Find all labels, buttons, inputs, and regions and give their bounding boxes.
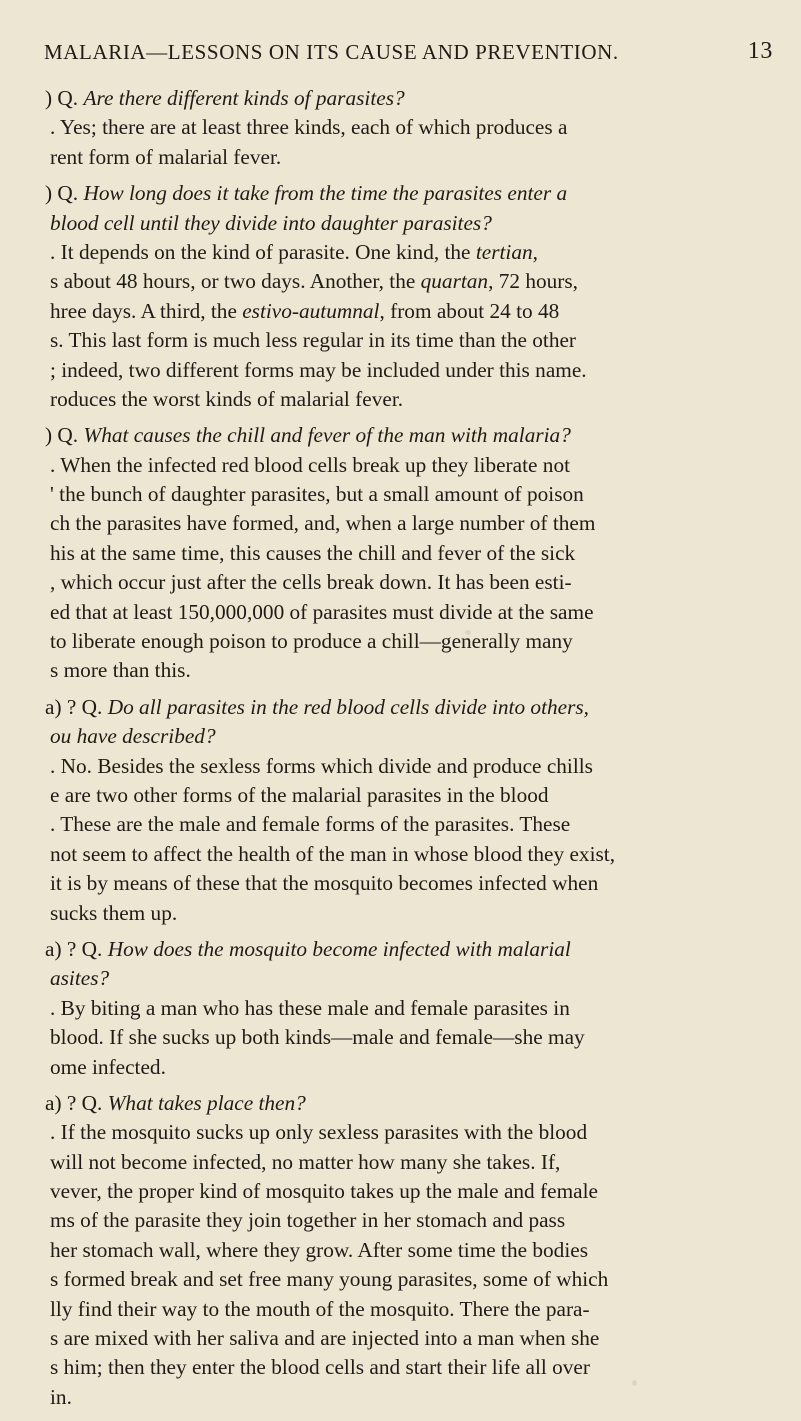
text-line xyxy=(0,1148,790,1177)
italic-text: tertian xyxy=(475,239,533,264)
text-line xyxy=(0,568,790,597)
running-title: MALARIA—LESSONS ON ITS CAUSE AND PREVENTION. xyxy=(44,40,619,64)
paragraph-gap xyxy=(0,928,790,935)
body-text: , which occur just after the cells break down. It has been esti- xyxy=(50,570,572,595)
text-line xyxy=(0,1236,790,1265)
body-text: . No. Besides the sexless forms which divide and produce chills xyxy=(50,753,593,778)
body-text: . Yes; there are at least three kinds, each of which produces a xyxy=(50,115,568,140)
body-text: . These are the male and female forms of the parasites. These xyxy=(50,812,571,837)
question-label: a) ? Q. xyxy=(45,936,108,961)
text-line xyxy=(0,810,790,839)
body-text: ; indeed, two different forms may be included under this name. xyxy=(50,357,587,382)
body-text: ch the parasites have formed, and, when a large number of them xyxy=(50,511,596,536)
text-line xyxy=(0,598,790,627)
body-text: vever, the proper kind of mosquito takes up the male and female xyxy=(50,1179,598,1204)
text-line xyxy=(0,385,790,414)
text-line xyxy=(0,752,790,781)
body-text: ed that at least 150,000,000 of parasites must divide at the same xyxy=(50,599,594,624)
text-line xyxy=(0,326,790,355)
text-line xyxy=(0,1265,790,1294)
body-text: e are two other forms of the malarial parasites in the blood xyxy=(50,782,549,807)
text-line xyxy=(0,899,790,928)
text-line xyxy=(0,1023,790,1052)
body-text: , 72 hours, xyxy=(488,269,578,294)
paragraph-gap xyxy=(0,686,790,693)
italic-text: asites? xyxy=(50,966,110,991)
text-line xyxy=(0,994,790,1023)
body-text: . By biting a man who has these male and female parasites in xyxy=(50,995,570,1020)
body-text: , xyxy=(532,239,538,264)
body-text: lly find their way to the mouth of the mosquito. There the para- xyxy=(50,1296,590,1321)
body-text: s are mixed with her saliva and are injected into a man when she xyxy=(50,1326,600,1351)
ink-speck xyxy=(465,630,471,635)
text-line xyxy=(0,964,790,993)
text-line xyxy=(0,1118,790,1147)
text-line xyxy=(0,238,790,267)
text-line xyxy=(0,179,790,208)
body-text: blood. If she sucks up both kinds—male and female—she may xyxy=(50,1025,585,1050)
page-body xyxy=(0,84,790,1419)
text-line xyxy=(0,627,790,656)
running-header xyxy=(44,40,773,80)
body-text: will not become infected, no matter how many she takes. If, xyxy=(50,1149,561,1174)
text-line xyxy=(0,840,790,869)
body-text: roduces the worst kinds of malarial fever. xyxy=(50,386,404,411)
text-line xyxy=(0,693,790,722)
ink-speck xyxy=(632,1380,637,1386)
question-label: ) Q. xyxy=(45,181,84,206)
body-text: it is by means of these that the mosquito becomes infected when xyxy=(50,871,599,896)
body-text: . It depends on the kind of parasite. One kind, the xyxy=(50,239,476,264)
italic-text: Are there different kinds of parasites? xyxy=(83,86,405,110)
italic-text: ou have described? xyxy=(50,724,216,749)
text-line xyxy=(0,869,790,898)
text-line xyxy=(0,1177,790,1206)
italic-text: What causes the chill and fever of the man with malaria? xyxy=(83,423,571,448)
paragraph-gap xyxy=(0,172,790,179)
text-line xyxy=(0,1089,790,1118)
text-line xyxy=(0,84,790,113)
italic-text: Do all parasites in the red blood cells divide into others, xyxy=(107,694,589,719)
body-text: hree days. A third, the xyxy=(50,298,243,323)
body-text: s formed break and set free many young parasites, some of which xyxy=(50,1267,609,1292)
text-line xyxy=(0,451,790,480)
body-text: to liberate enough poison to produce a chill—generally many xyxy=(50,629,573,654)
text-line xyxy=(0,1353,790,1382)
paragraph-gap xyxy=(0,414,790,421)
body-text: ' the bunch of daughter parasites, but a small amount of poison xyxy=(50,482,584,507)
text-line xyxy=(0,143,790,172)
body-text: her stomach wall, where they grow. After some time the bodies xyxy=(50,1237,588,1262)
text-line xyxy=(0,935,790,964)
italic-text: blood cell until they divide into daughter parasites? xyxy=(50,210,492,235)
text-line xyxy=(0,1295,790,1324)
paragraph-gap xyxy=(0,1082,790,1089)
question-label: ) Q. xyxy=(45,86,84,110)
body-text: s about 48 hours, or two days. Another, the xyxy=(50,269,421,294)
italic-text: What takes place then? xyxy=(107,1090,306,1115)
text-line xyxy=(0,480,790,509)
text-line xyxy=(0,113,790,142)
italic-text: How does the mosquito become infected with malarial xyxy=(107,936,571,961)
text-line xyxy=(0,1053,790,1082)
body-text: ome infected. xyxy=(50,1054,166,1079)
text-line xyxy=(0,267,790,296)
text-line xyxy=(0,1383,790,1412)
body-text: . If the mosquito sucks up only sexless parasites with the blood xyxy=(50,1120,588,1145)
body-text: s. This last form is much less regular in its time than the other xyxy=(50,328,577,353)
body-text: s more than this. xyxy=(50,658,191,683)
question-label: ) Q. xyxy=(45,423,84,448)
paragraph-gap xyxy=(0,1412,790,1419)
body-text: sucks them up. xyxy=(50,900,178,925)
text-line xyxy=(0,421,790,450)
italic-text: quartan xyxy=(420,269,489,294)
italic-text: estivo-autumnal xyxy=(242,298,380,323)
body-text: his at the same time, this causes the chill and fever of the sick xyxy=(50,540,576,565)
text-line xyxy=(0,356,790,385)
text-line xyxy=(0,1206,790,1235)
page-number: 13 xyxy=(747,38,773,64)
body-text: . When the infected red blood cells break up they liberate not xyxy=(50,452,571,477)
body-text: s him; then they enter the blood cells and start their life all over xyxy=(50,1355,590,1380)
question-label: a) ? Q. xyxy=(45,694,108,719)
text-line xyxy=(0,722,790,751)
body-text: rent form of malarial fever. xyxy=(50,144,282,169)
text-line xyxy=(0,509,790,538)
text-line xyxy=(0,539,790,568)
italic-text: How long does it take from the time the parasites enter a xyxy=(83,181,568,206)
text-line xyxy=(0,297,790,326)
text-line xyxy=(0,209,790,238)
text-line xyxy=(0,656,790,685)
body-text: in. xyxy=(50,1384,72,1409)
text-line xyxy=(0,1324,790,1353)
body-text: ms of the parasite they join together in her stomach and pass xyxy=(50,1208,566,1233)
text-line xyxy=(0,781,790,810)
body-text: not seem to affect the health of the man in whose blood they exist, xyxy=(50,841,616,866)
body-text: , from about 24 to 48 xyxy=(379,298,560,323)
question-label: a) ? Q. xyxy=(45,1090,108,1115)
